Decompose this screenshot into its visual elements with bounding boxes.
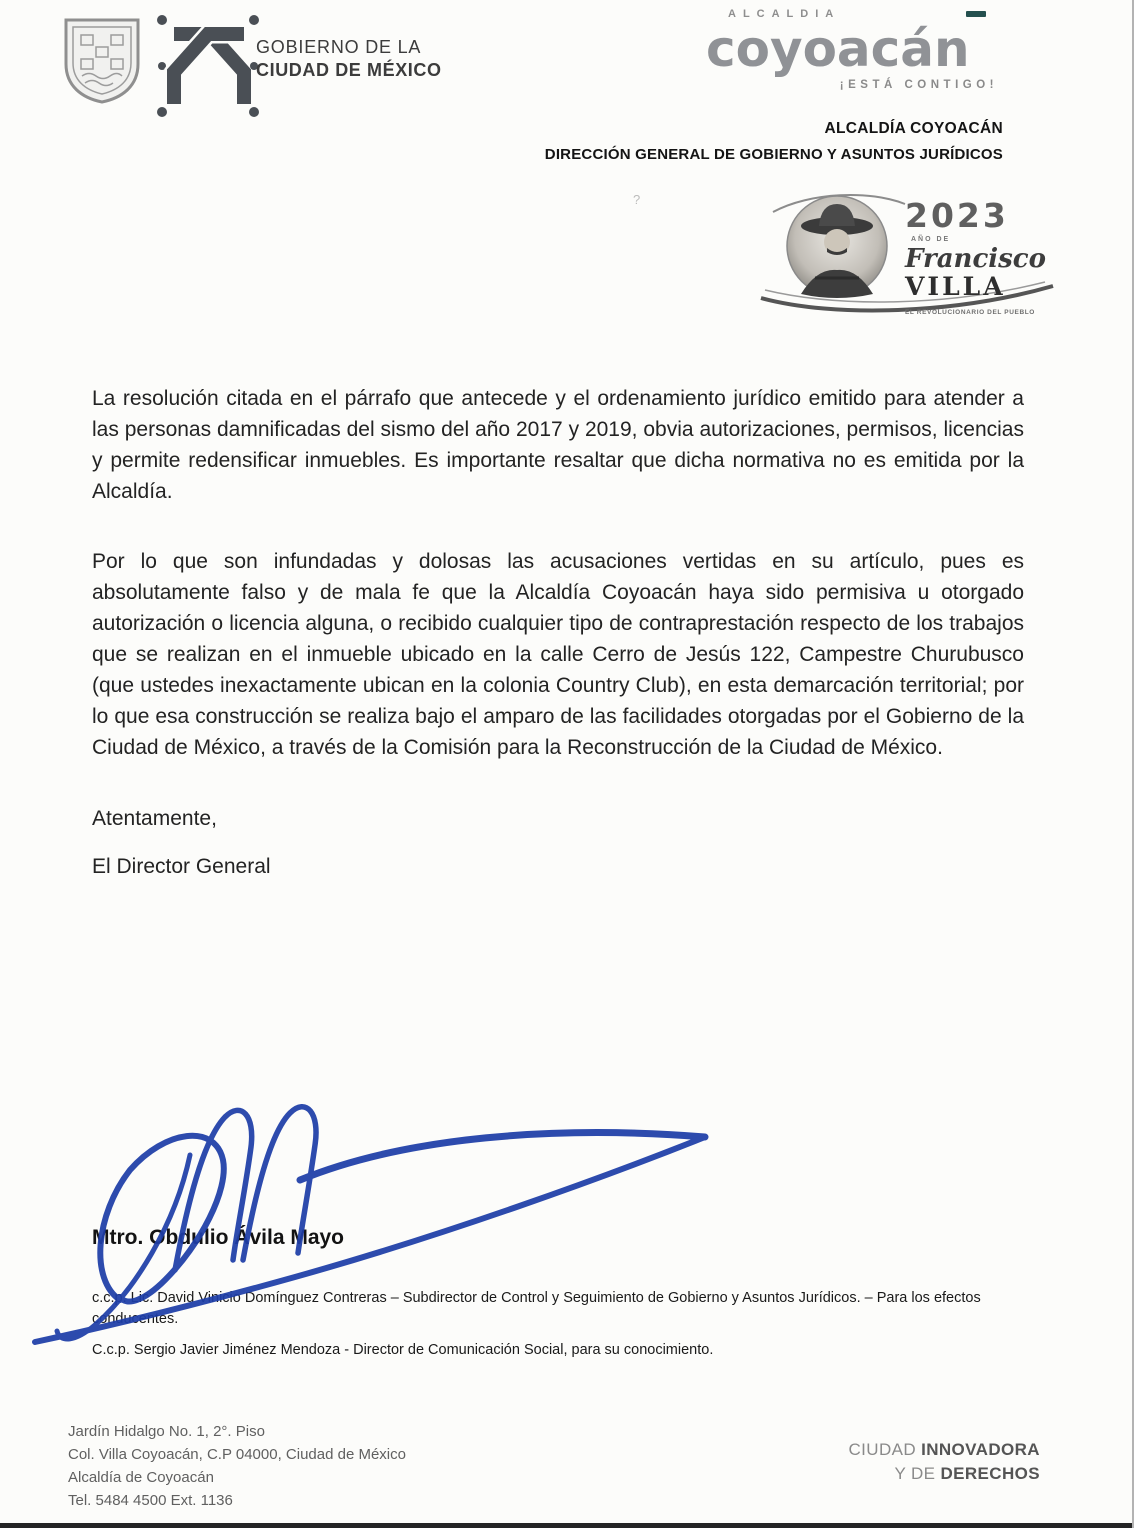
gobierno-line1: GOBIERNO DE LA bbox=[256, 37, 422, 57]
signer-title: El Director General bbox=[92, 855, 271, 878]
stamp-year-label: AÑO DE bbox=[911, 236, 951, 243]
coyoacan-tagline: ¡ESTÁ CONTIGO! bbox=[839, 79, 998, 91]
coyoacan-wordmark: coyoacán bbox=[706, 20, 970, 78]
ccp-line-1: c.c.p. Lic. David Vinicio Domínguez Contreras – Subdirector de Control y Seguimiento de Gobierno y Asuntos Jurídicos. – Para los efectos conducentes. bbox=[92, 1290, 981, 1327]
gobierno-line2: CIUDAD DE MÉXICO bbox=[256, 60, 442, 80]
slogan-ciudad: CIUDAD bbox=[848, 1440, 917, 1459]
scan-artifact-mark: ? bbox=[633, 192, 641, 207]
slogan-y-de: Y DE bbox=[894, 1464, 936, 1483]
signature-ink bbox=[15, 1085, 745, 1350]
cdmx-logo-icon bbox=[152, 10, 264, 122]
paragraph-2: Por lo que son infundadas y dolosas las acusaciones vertidas en su artículo, pues es absolutamente falso y de mala fe que la Alcaldía Coyoacán haya sido permisiva u otorgado autorización o licencia alguna, o recibido cualquier tipo de contraprestación respecto de los trabajos que se realizan en el inmueble ubicado en la calle Cerro de Jesús 122, Campestre Churubusco (que ustedes inexactamente ubican en la colonia Country Club), en esta demarcación territorial; por lo que esa construcción se realiza bajo el amparo de las facilidades otorgadas por el Gobierno de la Ciudad de México, a través de la Comisión para la Reconstrucción de la Ciudad de México. bbox=[92, 550, 1024, 759]
coyoacan-logo bbox=[706, 8, 1010, 91]
footer-slogan bbox=[849, 1438, 1041, 1486]
stamp-name-first: Francisco bbox=[905, 244, 1046, 274]
stamp-subtitle: EL REVOLUCIONARIO DEL PUEBLO bbox=[905, 309, 1035, 316]
ccp-line-2: C.c.p. Sergio Javier Jiménez Mendoza - Director de Comunicación Social, para su conocimiento. bbox=[92, 1342, 714, 1358]
signer-name: Mtro. Obdulio Ávila Mayo bbox=[92, 1226, 345, 1249]
logo-accent-dash bbox=[966, 11, 986, 17]
francisco-villa-stamp bbox=[755, 186, 1059, 326]
scan-edge-bottom bbox=[0, 1523, 1134, 1528]
address-line-3: Alcaldía de Coyoacán bbox=[68, 1469, 214, 1486]
stamp-text bbox=[905, 196, 1059, 316]
address-line-4: Tel. 5484 4500 Ext. 1136 bbox=[68, 1492, 233, 1509]
government-wordmark bbox=[256, 36, 442, 82]
alcaldia-small-label: ALCALDIA bbox=[728, 8, 841, 20]
paragraph-1: La resolución citada en el párrafo que antecede y el ordenamiento jurídico emitido para atender a las personas damnificadas del sismo del año 2017 y 2019, obvia autorizaciones, permisos, licencias y permite redensificar inmuebles. Es importante resaltar que dicha normativa no es emitida por la Alcaldía. bbox=[92, 387, 1024, 503]
closing-salutation: Atentamente, bbox=[92, 807, 217, 830]
office-heading bbox=[545, 120, 1003, 163]
direccion-general-heading: DIRECCIÓN GENERAL DE GOBIERNO Y ASUNTOS JURÍDICOS bbox=[544, 146, 1003, 163]
footer-address bbox=[68, 1420, 406, 1512]
slogan-derechos: DERECHOS bbox=[940, 1464, 1040, 1483]
stamp-name-last: VILLA bbox=[905, 272, 1006, 301]
stamp-year: 2023 bbox=[905, 196, 1009, 235]
alcaldia-coyoacan-heading: ALCALDÍA COYOACÁN bbox=[824, 120, 1003, 137]
address-line-1: Jardín Hidalgo No. 1, 2°. Piso bbox=[68, 1423, 265, 1440]
letter-body bbox=[92, 383, 1024, 882]
slogan-innovadora: INNOVADORA bbox=[921, 1440, 1040, 1459]
address-line-2: Col. Villa Coyoacán, C.P 04000, Ciudad de México bbox=[68, 1446, 406, 1463]
cdmx-coat-of-arms-icon bbox=[58, 12, 146, 108]
